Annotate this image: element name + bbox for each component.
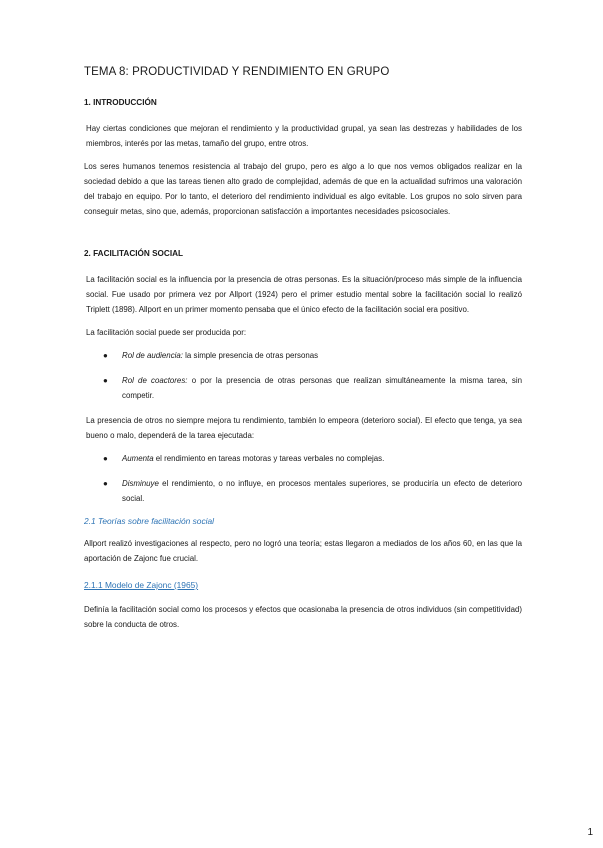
paragraph: Allport realizó investigaciones al respecto, pero no logró una teoría; estas llegaron a mediados de los años 60, en las que la aportación de Zajonc fue crucial. [84,539,522,563]
bullet-icon: ● [103,479,108,488]
bullet-icon: ● [103,454,108,463]
bullet-icon: ● [103,376,108,385]
list-item-term: Disminuye [122,479,159,488]
section-heading-introduccion: 1. INTRODUCCIÓN [84,98,157,107]
list-item-text: el rendimiento en tareas motoras y tareas verbales no complejas. [153,454,385,463]
page-content [84,66,522,640]
list-item-term: Aumenta [122,454,154,463]
subsection-heading-teorias: 2.1 Teorías sobre facilitación social [84,516,215,526]
paragraph: La facilitación social es la influencia por la presencia de otras personas. Es la situación/proceso más simple de la influencia social. Fue usado por primera vez por Allport (1924) pero el primer estudio mental sobre la facilitación social lo realizó Triplett (1898). Allport en un primer momento pensaba que el único efecto de la facilitación social era positivo. [86,275,522,314]
list-item [84,476,522,506]
list-item-text: la simple presencia de otras personas [182,351,319,360]
bullet-list [84,348,522,403]
bullet-icon: ● [103,351,108,360]
paragraph: La facilitación social puede ser producida por: [86,328,247,337]
list-item-text: el rendimiento, o no influye, en procesos mentales superiores, se produciría un efecto de deterioro social. [122,479,522,503]
section-heading-facilitacion-social: 2. FACILITACIÓN SOCIAL [84,249,184,258]
paragraph: La presencia de otros no siempre mejora tu rendimiento, también lo empeora (deterioro social). El efecto que tenga, ya sea bueno o malo, dependerá de la tarea ejecutada: [86,416,522,440]
document-title: TEMA 8: PRODUCTIVIDAD Y RENDIMIENTO EN GRUPO [84,66,390,78]
list-item-term: Rol de audiencia: [122,351,183,360]
page-number: 1 [587,827,593,838]
subsubsection-heading-modelo-zajonc: 2.1.1 Modelo de Zajonc (1965) [84,580,199,590]
paragraph: Definía la facilitación social como los procesos y efectos que ocasionaba la presencia de otros individuos (sin competitividad) sobre la conducta de otros. [84,605,522,629]
paragraph: Hay ciertas condiciones que mejoran el rendimiento y la productividad grupal, ya sean las destrezas y habilidades de los miembros, interés por las metas, tamaño del grupo, entre otros. [86,124,522,148]
list-item [84,348,522,363]
list-item-text: o por la presencia de otras personas que realizan simultáneamente la misma tarea, sin competir. [122,376,522,400]
bullet-list [84,451,522,506]
list-item [84,451,522,466]
spacer [84,227,522,249]
list-item-term: Rol de coactores: [122,376,188,385]
paragraph: Los seres humanos tenemos resistencia al trabajo del grupo, pero es algo a lo que nos vemos obligados realizar en la sociedad debido a que las tareas tienen alto grado de complejidad, además de que en la actualidad sufrimos una valoración del trabajo en equipo. Por lo tanto, el deterioro del rendimiento individual es algo evitable. Los grupos no solo sirven para conseguir metas, sino que, además, proporcionan satisfacción a importantes necesidades psicosociales. [84,162,522,216]
list-item [84,373,522,403]
